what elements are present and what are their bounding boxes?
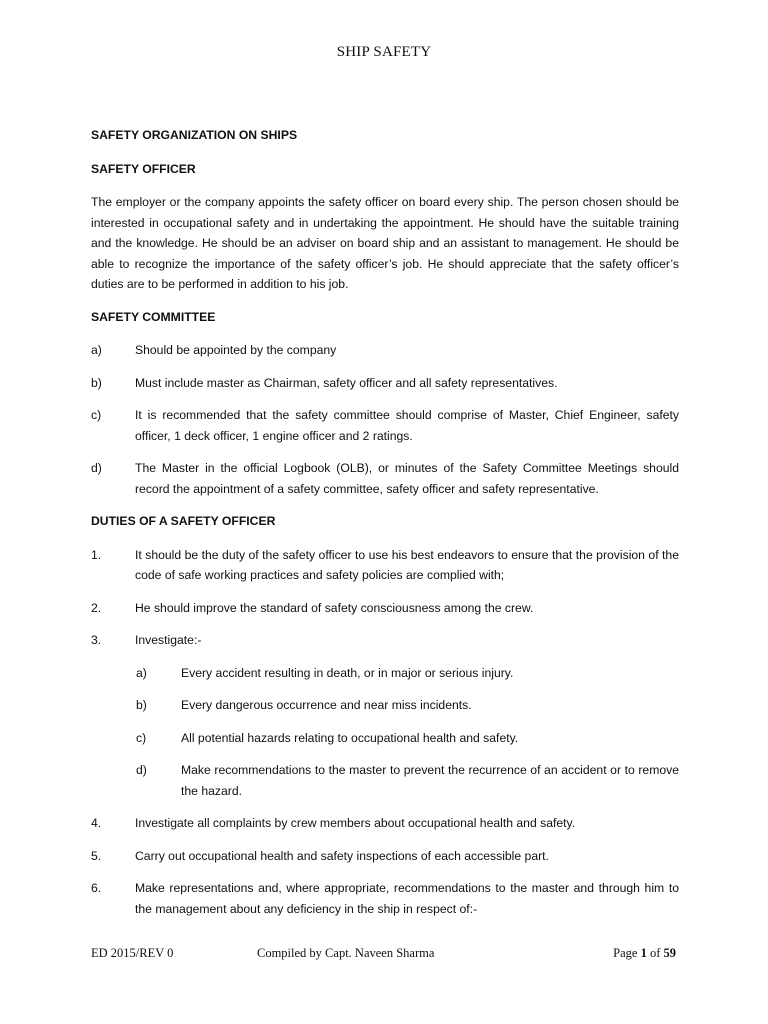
committee-item (91, 373, 679, 394)
list-item-text: Should be appointed by the company (135, 343, 337, 357)
footer-total-pages: 59 (663, 946, 676, 960)
heading-safety-officer: SAFETY OFFICER (91, 161, 196, 176)
footer-compiled-by: Compiled by Capt. Naveen Sharma (257, 946, 435, 960)
footer-page-label: Page (613, 946, 638, 960)
investigate-subitem (136, 760, 679, 801)
list-marker: 3. (91, 633, 102, 647)
duty-item (91, 545, 679, 586)
footer-page-number: 1 (640, 946, 647, 960)
page-footer (91, 946, 679, 966)
sublist-marker: a) (136, 665, 147, 680)
list-item-text: The Master in the official Logbook (OLB), or minutes of the Safety Committee Meetings should record the appointment of a safety committee, safety officer and safety representative. (135, 461, 679, 496)
list-marker: b) (91, 375, 102, 390)
footer-of-label: of (649, 946, 661, 960)
list-marker: d) (91, 461, 102, 475)
committee-item (91, 405, 679, 446)
sublist-item-text: Every dangerous occurrence and near miss incidents. (181, 698, 472, 712)
list-marker: 1. (91, 547, 102, 562)
committee-item (91, 458, 679, 499)
page-header-title: SHIP SAFETY (336, 44, 432, 60)
sublist-item-text: All potential hazards relating to occupational health and safety. (181, 730, 519, 745)
sublist-item-text: Every accident resulting in death, or in major or serious injury. (181, 665, 514, 680)
footer-page-indicator (613, 946, 676, 961)
sublist-marker: b) (136, 698, 147, 712)
list-item-text: Investigate all complaints by crew members about occupational health and safety. (135, 816, 576, 830)
list-marker: 2. (91, 600, 102, 615)
sublist-marker: d) (136, 763, 147, 777)
heading-safety-organization: SAFETY ORGANIZATION ON SHIPS (91, 128, 298, 142)
list-item-text: It is recommended that the safety committee should comprise of Master, Chief Engineer, safety officer, 1 deck officer, 1 engine officer and 2 ratings. (135, 408, 679, 443)
footer-edition: ED 2015/REV 0 (91, 946, 174, 960)
duty-item (91, 846, 679, 867)
list-item-text: It should be the duty of the safety officer to use his best endeavors to ensure that the provision of the code of safe working practices and safety policies are complied with; (135, 547, 679, 582)
duty-item (91, 630, 679, 651)
list-item-text: Carry out occupational health and safety inspections of each accessible part. (135, 848, 549, 863)
sublist-marker: c) (136, 730, 147, 745)
list-marker: 6. (91, 881, 102, 895)
list-marker: c) (91, 408, 102, 422)
heading-safety-committee: SAFETY COMMITTEE (91, 309, 216, 324)
investigate-subitem (136, 728, 679, 749)
list-marker: 5. (91, 848, 102, 863)
sublist-item-text: Make recommendations to the master to prevent the recurrence of an accident or to remove the hazard. (181, 763, 679, 798)
investigate-subitem (136, 663, 679, 684)
investigate-subitem (136, 695, 679, 716)
safety-officer-paragraph: The employer or the company appoints the safety officer on board every ship. The person chosen should be interested in occupational safety and in undertaking the appointment. He should have the suitable training and the knowledge. He should be an adviser on board ship and an assistant to management. He should be able to recognize the importance of the safety officer’s job. He should appreciate that the safety officer’s duties are to be performed in addition to his job. (91, 195, 679, 291)
list-marker: 4. (91, 816, 102, 830)
duty-item (91, 813, 679, 834)
list-item-text: Must include master as Chairman, safety officer and all safety representatives. (135, 375, 558, 390)
list-marker: a) (91, 343, 102, 357)
list-item-text: Investigate:- (135, 633, 202, 647)
list-item-text: He should improve the standard of safety consciousness among the crew. (135, 600, 534, 615)
duty-item (91, 598, 679, 619)
document-body (91, 125, 679, 931)
heading-duties-of-safety-officer: DUTIES OF A SAFETY OFFICER (91, 514, 276, 528)
committee-item (91, 340, 679, 361)
list-item-text: Make representations and, where appropriate, recommendations to the master and through him to the management about any deficiency in the ship in respect of:- (135, 881, 679, 916)
duty-item (91, 878, 679, 919)
